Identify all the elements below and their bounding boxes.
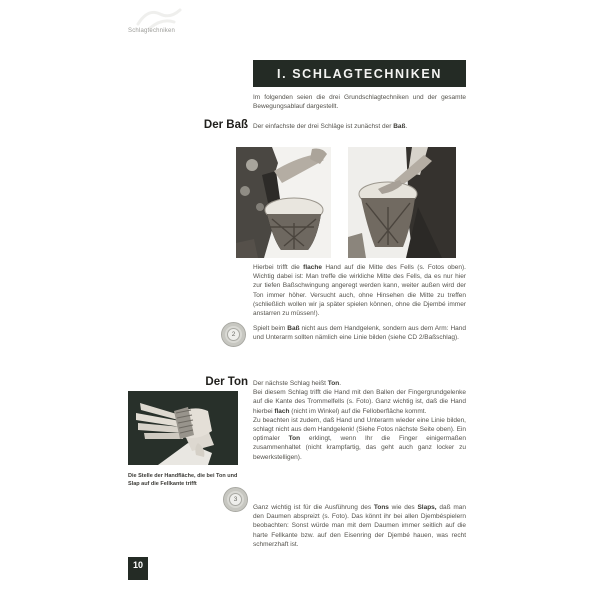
chapter-title-banner xyxy=(253,60,466,87)
hand-photo-caption: Die Stelle der Handfläche, die bei Ton und Slap auf die Fellkante trifft xyxy=(128,473,238,487)
cd-track-icon xyxy=(223,487,248,512)
section-heading-ton: Der Ton xyxy=(205,376,248,388)
photo-bass-arm-raised xyxy=(236,147,331,258)
chapter-title: I. SCHLAGTECHNIKEN xyxy=(277,66,442,81)
ton-cd-note: Ganz wichtig ist für die Ausführung des Tons wie des Slaps, daß man den Daumen abspreizt (s. Foto). Das könnt ihr bei allen Djembéspielern beobachten: Sonst würde man mit dem Daumen immer seitlich auf die harte Fellkante bzw. auf den Eisenring der Djembé hauen, was recht schmerzhaft ist. xyxy=(253,504,466,548)
running-header: Schlagtechniken xyxy=(128,28,176,34)
photo-bass-hand-on-drum xyxy=(348,147,456,258)
bass-lead-paragraph: Der einfachste der drei Schläge ist zunächst der Baß. xyxy=(253,123,408,130)
bass-cd-note: Spielt beim Baß nicht aus dem Handgelenk, sondern aus dem Arm: Hand und Unterarm sollten nämlich eine Linie bilden (siehe CD 2/Baßschlag). xyxy=(253,325,466,342)
section-heading-bass: Der Baß xyxy=(203,119,248,131)
bass-paragraph: Hierbei trifft die flache Hand auf die Mitte des Fells (s. Fotos oben). Wichtig dabei ist: Man treffe die wirkliche Mitte des Fells, da es nur hier zur tiefen Baßschwingung angeregt werden kann, weiter außen wird der Ton immer höher. Versucht auch, ohne Hinsehen die Mitte zu treffen (schließlich wollen wir ja später spielen können, ohne die Djembé immer anstarren zu müssen!). xyxy=(253,264,466,318)
cd-track-number: 2 xyxy=(231,331,236,338)
cd-track-number: 3 xyxy=(233,496,238,503)
page-number-badge: 10 xyxy=(128,557,148,580)
intro-paragraph: Im folgenden seien die drei Grundschlagtechniken und der gesamte Bewegungsablauf dargestellt. xyxy=(253,94,466,111)
cd-track-icon xyxy=(221,322,246,347)
ton-paragraphs: Der nächste Schlag heißt Ton. Bei diesem Schlag trifft die Hand mit den Ballen der Fingergrundgelenke auf die Kante des Trommelfells (s. Foto). Ganz wichtig ist, daß die Hand hierbei flach (nicht im Winkel) auf die Felloberfläche kommt. Zu beachten ist zudem, daß Hand und Unterarm wieder eine Linie bilden, schlagt nicht aus dem Handgelenk! (Siehe Fotos nächste Seite oben). Ein optimaler Ton erklingt, wenn Ihr die Finger einigermaßen zusammenhaltet (nicht krampfartig, das geht auch ganz locker zu bewerkstelligen). xyxy=(253,380,466,461)
photo-hand-strike-area xyxy=(128,391,238,465)
